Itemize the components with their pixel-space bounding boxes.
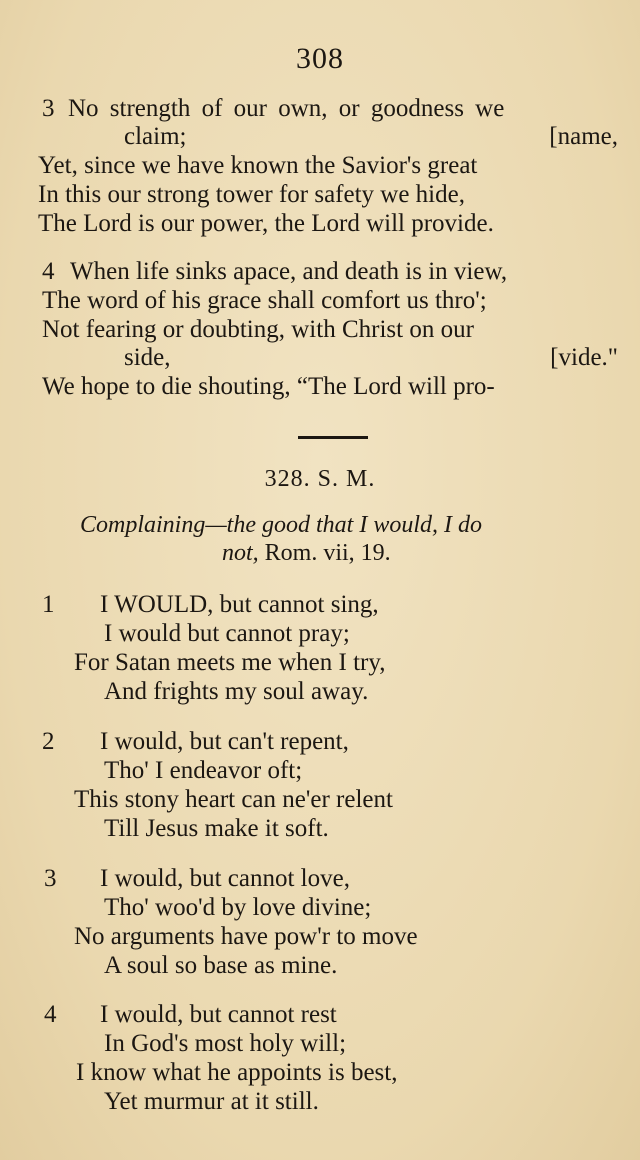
verse-line: The Lord is our power, the Lord will provide. <box>38 210 494 237</box>
verse-line: Tho' I endeavor oft; <box>104 757 303 784</box>
verse-line: No arguments have pow'r to move <box>74 923 418 950</box>
verse-number: 4 <box>44 1001 57 1028</box>
verse-line: And frights my soul away. <box>104 678 369 705</box>
verse-number: 3 <box>42 95 55 122</box>
hymn-heading: 328. S. M. <box>264 466 376 492</box>
hymn-subtitle-line2 <box>222 538 391 568</box>
verse-line: This stony heart can ne'er relent <box>74 786 393 813</box>
verse-number: 2 <box>42 728 55 755</box>
verse-line-continuation: claim; <box>124 123 187 150</box>
verse-line: For Satan meets me when I try, <box>74 649 386 676</box>
verse-number: 3 <box>44 865 57 892</box>
verse-line: I would but cannot pray; <box>104 620 350 647</box>
verse-line: I WOULD, but cannot sing, <box>100 591 379 618</box>
verse-line: I would, but can't repent, <box>100 728 349 755</box>
scripture-reference: Rom. vii, 19. <box>258 540 391 566</box>
verse-line: Yet, since we have known the Savior's great <box>38 152 478 179</box>
verse-line: A soul so base as mine. <box>104 952 338 979</box>
hymn-subtitle-italic: not, <box>222 540 259 566</box>
verse-line: Tho' woo'd by love divine; <box>104 894 372 921</box>
hymn-subtitle: Complaining—the good that I would, I do <box>80 512 482 538</box>
verse-turnover: [name, <box>549 123 618 150</box>
verse-line: In God's most holy will; <box>104 1030 347 1057</box>
page-number: 308 <box>296 42 344 75</box>
verse-turnover: [vide." <box>550 344 618 371</box>
verse-line: Till Jesus make it soft. <box>104 815 329 842</box>
verse-line: No strength of our own, or goodness we <box>68 95 505 122</box>
section-divider <box>298 436 368 439</box>
verse-line: In this our strong tower for safety we hide, <box>38 181 465 208</box>
verse-line: When life sinks apace, and death is in view, <box>70 258 508 285</box>
verse-number: 1 <box>42 591 55 618</box>
verse-line: I know what he appoints is best, <box>76 1059 398 1086</box>
verse-line: The word of his grace shall comfort us thro'; <box>42 287 487 314</box>
verse-line: We hope to die shouting, “The Lord will pro- <box>42 373 495 400</box>
verse-line: Not fearing or doubting, with Christ on our <box>42 316 474 343</box>
verse-line: I would, but cannot rest <box>100 1001 337 1028</box>
verse-number: 4 <box>42 258 55 285</box>
verse-line: Yet murmur at it still. <box>104 1088 319 1115</box>
verse-line-continuation: side, <box>124 344 171 371</box>
verse-line: I would, but cannot love, <box>100 865 350 892</box>
